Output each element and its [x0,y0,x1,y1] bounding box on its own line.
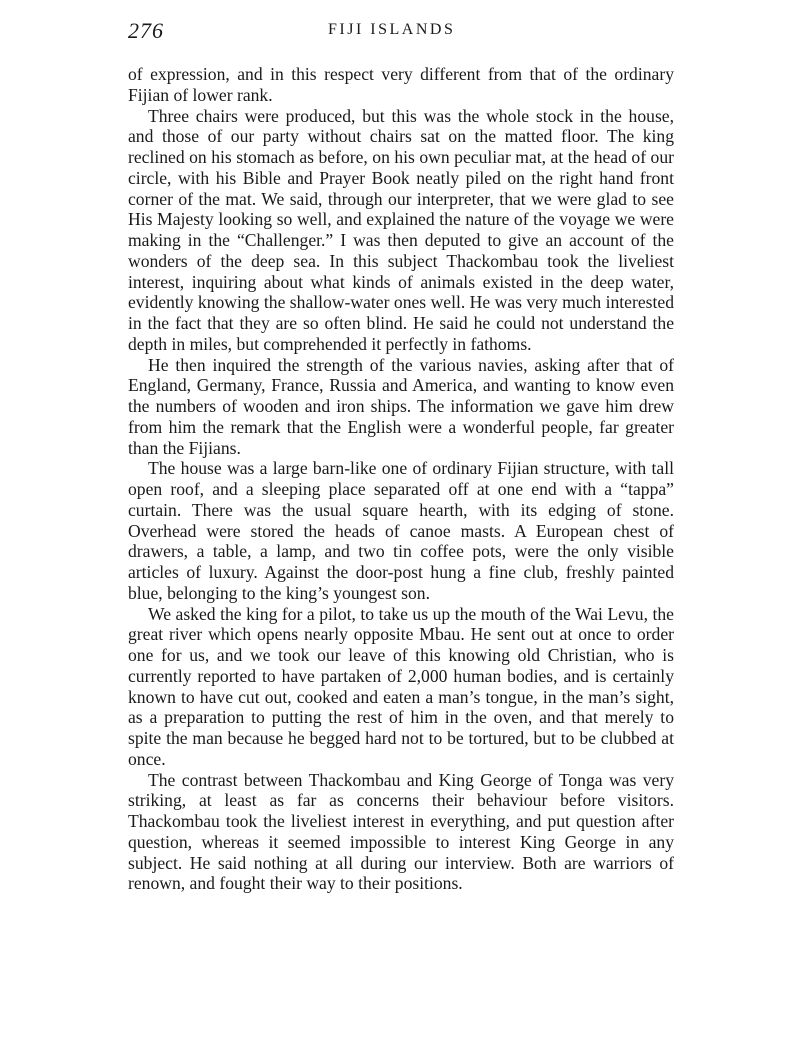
running-head: FIJI ISLANDS [328,21,456,38]
paragraph-pilot: We asked the king for a pilot, to take us up the mouth of the Wai Levu, the great river which opens nearly opposite Mbau. He sent out at once to order one for us, and we took our leave of this knowing old Christian, who is currently reported to have partaken of 2,000 human bodies, and is certainly known to have cut out, cooked and eaten a man’s tongue, in the man’s sight, as a preparation to putting the rest of him in the oven, and that merely to spite the man because he begged hard not to be tortured, but to be clubbed at once. [128,603,674,769]
page-header [128,18,674,50]
paragraph-contrast: The contrast between Thackombau and King George of Tonga was very striking, at least as far as concerns their behaviour before visitors. Thackombau took the liveliest interest in everything, and put question after question, whereas it seemed impossible to interest King George in any subject. He said nothing at all during our interview. Both are warriors of renown, and fought their way to their positions. [128,769,674,894]
paragraph-house: The house was a large barn-like one of ordinary Fijian structure, with tall open roof, and a sleeping place separated off at one end with a “tappa” curtain. There was the usual square hearth, with its edging of stone. Overhead were stored the heads of canoe masts. A European chest of drawers, a table, a lamp, and two tin coffee pots, were the only visible articles of luxury. Against the door-post hung a fine club, freshly painted blue, belonging to the king’s youngest son. [128,458,674,603]
body-text [128,64,674,894]
paragraph-continuation: of expression, and in this respect very different from that of the ordinary Fijian of lower rank. [128,64,674,105]
paragraph-chairs: Three chairs were produced, but this was the whole stock in the house, and those of our party without chairs sat on the matted floor. The king reclined on his stomach as before, on his own peculiar mat, at the head of our circle, with his Bible and Prayer Book neatly piled on the right hand front corner of the mat. We said, through our interpreter, that we were glad to see His Majesty looking so well, and explained the nature of the voyage we were making in the “Challenger.” I was then deputed to give an account of the wonders of the deep sea. In this subject Thackombau took the liveliest interest, inquiring about what kinds of animals existed in the deep water, evidently knowing the shallow-water ones well. He was very much interested in the fact that they are so often blind. He said he could not understand the depth in miles, but comprehended it perfectly in fathoms. [128,105,674,354]
page-number: 276 [128,18,164,43]
paragraph-navies: He then inquired the strength of the various navies, asking after that of England, Germany, France, Russia and America, and wanting to know even the numbers of wooden and iron ships. The information we gave him drew from him the remark that the English were a wonderful people, far greater than the Fijians. [128,354,674,458]
